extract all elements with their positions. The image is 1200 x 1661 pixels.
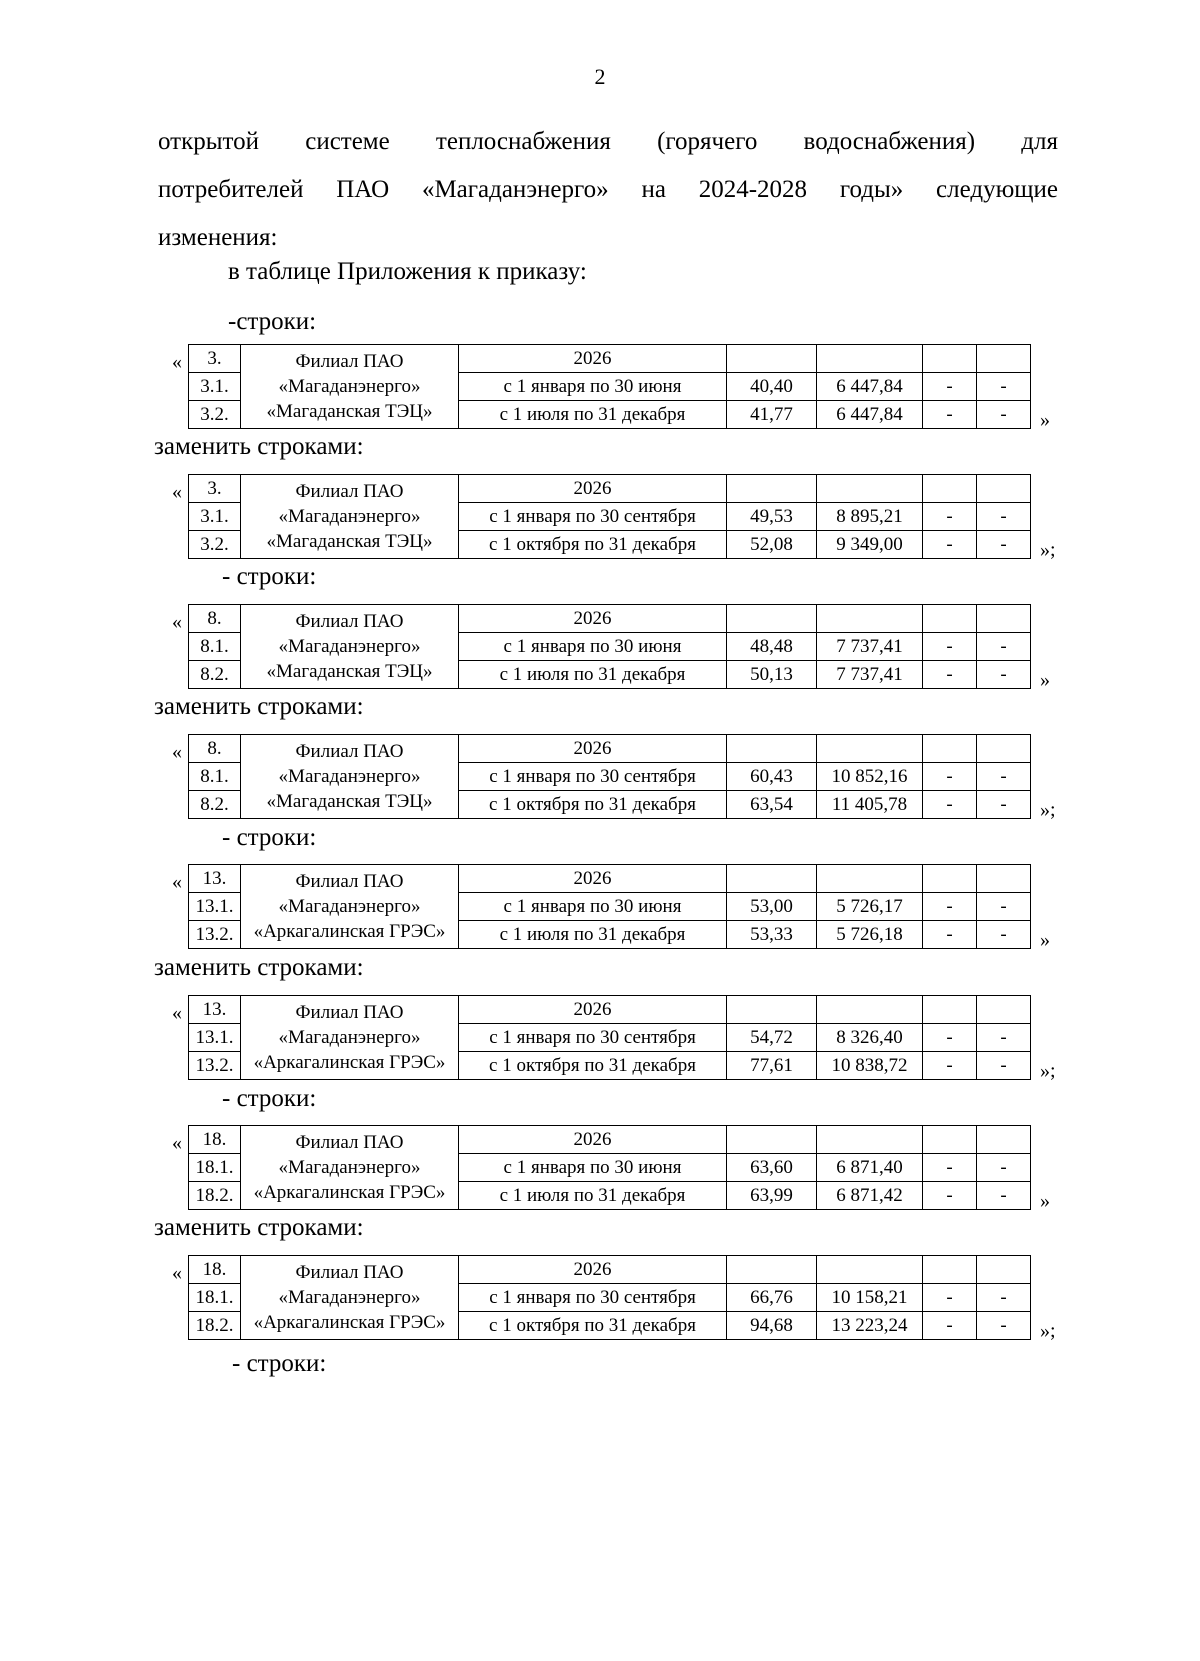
dash-cell: - (923, 661, 977, 689)
dash-cell: - (977, 503, 1031, 531)
sub-row-number: 3.1. (189, 373, 241, 401)
empty-cell (977, 996, 1031, 1024)
tariff-table (188, 1255, 1031, 1340)
table-row (189, 345, 1031, 373)
year-cell: 2026 (459, 735, 727, 763)
value-cell: 48,48 (727, 633, 817, 661)
open-quote: « (172, 481, 182, 503)
table-reference-line: в таблице Приложения к приказу: (228, 258, 587, 285)
value-cell: 13 223,24 (817, 1312, 923, 1340)
value-cell: 63,54 (727, 791, 817, 819)
empty-cell (817, 865, 923, 893)
organization-name (241, 1126, 459, 1210)
dash-cell: - (977, 1154, 1031, 1182)
empty-cell (817, 735, 923, 763)
org-name-line: «Магаданэнерго» (278, 636, 421, 657)
empty-cell (977, 1126, 1031, 1154)
value-cell: 63,60 (727, 1154, 817, 1182)
value-cell: 6 447,84 (817, 373, 923, 401)
table-row (189, 1256, 1031, 1284)
close-quote: » (1040, 409, 1050, 431)
row-number: 3. (189, 475, 241, 503)
dash-cell: - (923, 1182, 977, 1210)
org-name-line: Филиал ПАО (295, 871, 404, 892)
rows-label: -строки: (228, 308, 317, 335)
value-cell: 7 737,41 (817, 633, 923, 661)
dash-cell: - (923, 1024, 977, 1052)
row-number: 13. (189, 996, 241, 1024)
table-row (189, 1126, 1031, 1154)
period-cell: с 1 июля по 31 декабря (459, 401, 727, 429)
dash-cell: - (977, 531, 1031, 559)
empty-cell (727, 735, 817, 763)
dash-cell: - (923, 791, 977, 819)
empty-cell (727, 475, 817, 503)
empty-cell (817, 475, 923, 503)
period-cell: с 1 октября по 31 декабря (459, 1052, 727, 1080)
dash-cell: - (977, 401, 1031, 429)
table-row (189, 475, 1031, 503)
value-cell: 5 726,17 (817, 893, 923, 921)
sub-row-number: 3.2. (189, 401, 241, 429)
table-row (189, 735, 1031, 763)
org-name-line: Филиал ПАО (295, 481, 404, 502)
dash-cell: - (923, 503, 977, 531)
empty-cell (923, 1256, 977, 1284)
org-name-line: Филиал ПАО (295, 351, 404, 372)
empty-cell (817, 605, 923, 633)
value-cell: 54,72 (727, 1024, 817, 1052)
sub-row-number: 18.1. (189, 1284, 241, 1312)
year-cell: 2026 (459, 865, 727, 893)
row-number: 8. (189, 605, 241, 633)
org-name-line: «Магаданэнерго» (278, 1287, 421, 1308)
period-cell: с 1 января по 30 июня (459, 893, 727, 921)
empty-cell (923, 605, 977, 633)
empty-cell (817, 996, 923, 1024)
value-cell: 9 349,00 (817, 531, 923, 559)
period-cell: с 1 июля по 31 декабря (459, 661, 727, 689)
value-cell: 77,61 (727, 1052, 817, 1080)
empty-cell (923, 865, 977, 893)
open-quote: « (172, 1132, 182, 1154)
block-caption: - строки: (222, 1085, 317, 1112)
intro-line: изменения: (158, 224, 278, 251)
org-name-line: «Магаданэнерго» (278, 1157, 421, 1178)
dash-cell: - (977, 661, 1031, 689)
close-quote: »; (1040, 799, 1056, 821)
empty-cell (923, 996, 977, 1024)
intro-line: открытой системе теплоснабжения (горячего водоснабжения) для (158, 128, 1058, 155)
dash-cell: - (923, 921, 977, 949)
sub-row-number: 18.2. (189, 1182, 241, 1210)
empty-cell (817, 1126, 923, 1154)
empty-cell (977, 1256, 1031, 1284)
dash-cell: - (923, 1052, 977, 1080)
organization-name (241, 345, 459, 429)
period-cell: с 1 января по 30 сентября (459, 763, 727, 791)
dash-cell: - (923, 763, 977, 791)
value-cell: 41,77 (727, 401, 817, 429)
tariff-table (188, 1125, 1031, 1210)
org-name-line: «Магаданская ТЭЦ» (266, 661, 433, 682)
value-cell: 6 871,40 (817, 1154, 923, 1182)
org-name-line: «Магаданэнерго» (278, 896, 421, 917)
value-cell: 53,33 (727, 921, 817, 949)
org-name-line: «Аркагалинская ГРЭС» (253, 1312, 446, 1333)
organization-name (241, 475, 459, 559)
empty-cell (727, 865, 817, 893)
value-cell: 63,99 (727, 1182, 817, 1210)
close-quote: » (1040, 929, 1050, 951)
value-cell: 5 726,18 (817, 921, 923, 949)
organization-name (241, 996, 459, 1080)
page-number: 2 (594, 64, 606, 89)
value-cell: 40,40 (727, 373, 817, 401)
org-name-line: «Магаданская ТЭЦ» (266, 531, 433, 552)
value-cell: 10 158,21 (817, 1284, 923, 1312)
org-name-line: «Магаданэнерго» (278, 376, 421, 397)
empty-cell (977, 605, 1031, 633)
org-name-line: «Магаданэнерго» (278, 506, 421, 527)
dash-cell: - (923, 373, 977, 401)
year-cell: 2026 (459, 345, 727, 373)
year-cell: 2026 (459, 475, 727, 503)
empty-cell (977, 865, 1031, 893)
dash-cell: - (977, 1182, 1031, 1210)
intro-line: потребителей ПАО «Магаданэнерго» на 2024-2028 годы» следующие (158, 176, 1058, 203)
row-number: 3. (189, 345, 241, 373)
open-quote: « (172, 351, 182, 373)
empty-cell (727, 1256, 817, 1284)
year-cell: 2026 (459, 996, 727, 1024)
value-cell: 60,43 (727, 763, 817, 791)
organization-name (241, 605, 459, 689)
dash-cell: - (923, 633, 977, 661)
sub-row-number: 8.1. (189, 763, 241, 791)
tariff-table (188, 864, 1031, 949)
org-name-line: Филиал ПАО (295, 741, 404, 762)
dash-cell: - (923, 1312, 977, 1340)
value-cell: 6 871,42 (817, 1182, 923, 1210)
period-cell: с 1 июля по 31 декабря (459, 921, 727, 949)
period-cell: с 1 октября по 31 декабря (459, 1312, 727, 1340)
sub-row-number: 18.1. (189, 1154, 241, 1182)
org-name-line: «Магаданэнерго» (278, 766, 421, 787)
period-cell: с 1 января по 30 июня (459, 1154, 727, 1182)
table-row (189, 605, 1031, 633)
row-number: 18. (189, 1256, 241, 1284)
dash-cell: - (923, 893, 977, 921)
open-quote: « (172, 741, 182, 763)
dash-cell: - (977, 1052, 1031, 1080)
value-cell: 66,76 (727, 1284, 817, 1312)
org-name-line: «Аркагалинская ГРЭС» (253, 921, 446, 942)
block-caption: - строки: (222, 563, 317, 590)
organization-name (241, 735, 459, 819)
sub-row-number: 13.2. (189, 1052, 241, 1080)
org-name-line: «Магаданская ТЭЦ» (266, 401, 433, 422)
tariff-table (188, 344, 1031, 429)
open-quote: « (172, 871, 182, 893)
row-number: 8. (189, 735, 241, 763)
sub-row-number: 18.2. (189, 1312, 241, 1340)
value-cell: 50,13 (727, 661, 817, 689)
row-number: 13. (189, 865, 241, 893)
value-cell: 7 737,41 (817, 661, 923, 689)
empty-cell (727, 345, 817, 373)
close-quote: » (1040, 669, 1050, 691)
dash-cell: - (923, 1154, 977, 1182)
organization-name (241, 865, 459, 949)
tariff-table (188, 734, 1031, 819)
period-cell: с 1 января по 30 июня (459, 373, 727, 401)
close-quote: »; (1040, 1320, 1056, 1342)
block-caption: заменить строками: (154, 693, 364, 720)
dash-cell: - (977, 1024, 1031, 1052)
period-cell: с 1 января по 30 июня (459, 633, 727, 661)
sub-row-number: 13.1. (189, 1024, 241, 1052)
empty-cell (977, 345, 1031, 373)
block-caption: - строки: (222, 824, 317, 851)
value-cell: 6 447,84 (817, 401, 923, 429)
dash-cell: - (977, 633, 1031, 661)
empty-cell (977, 735, 1031, 763)
empty-cell (923, 345, 977, 373)
org-name-line: Филиал ПАО (295, 1262, 404, 1283)
block-caption: заменить строками: (154, 1214, 364, 1241)
tariff-table (188, 474, 1031, 559)
org-name-line: Филиал ПАО (295, 611, 404, 632)
close-quote: »; (1040, 539, 1056, 561)
dash-cell: - (977, 791, 1031, 819)
sub-row-number: 3.2. (189, 531, 241, 559)
value-cell: 52,08 (727, 531, 817, 559)
org-name-line: «Магаданэнерго» (278, 1027, 421, 1048)
org-name-line: Филиал ПАО (295, 1132, 404, 1153)
value-cell: 94,68 (727, 1312, 817, 1340)
dash-cell: - (977, 1284, 1031, 1312)
dash-cell: - (977, 893, 1031, 921)
empty-cell (977, 475, 1031, 503)
block-caption: заменить строками: (154, 433, 364, 460)
value-cell: 11 405,78 (817, 791, 923, 819)
open-quote: « (172, 1262, 182, 1284)
period-cell: с 1 июля по 31 декабря (459, 1182, 727, 1210)
value-cell: 10 852,16 (817, 763, 923, 791)
open-quote: « (172, 1002, 182, 1024)
dash-cell: - (977, 373, 1031, 401)
final-rows-label: - строки: (232, 1350, 327, 1377)
period-cell: с 1 октября по 31 декабря (459, 531, 727, 559)
close-quote: » (1040, 1190, 1050, 1212)
table-row (189, 996, 1031, 1024)
year-cell: 2026 (459, 605, 727, 633)
value-cell: 8 326,40 (817, 1024, 923, 1052)
value-cell: 10 838,72 (817, 1052, 923, 1080)
dash-cell: - (923, 1284, 977, 1312)
table-row (189, 865, 1031, 893)
org-name-line: Филиал ПАО (295, 1002, 404, 1023)
dash-cell: - (923, 401, 977, 429)
dash-cell: - (977, 921, 1031, 949)
empty-cell (923, 475, 977, 503)
row-number: 18. (189, 1126, 241, 1154)
period-cell: с 1 января по 30 сентября (459, 1024, 727, 1052)
dash-cell: - (977, 1312, 1031, 1340)
empty-cell (727, 1126, 817, 1154)
sub-row-number: 8.2. (189, 791, 241, 819)
value-cell: 49,53 (727, 503, 817, 531)
sub-row-number: 8.1. (189, 633, 241, 661)
empty-cell (817, 1256, 923, 1284)
tariff-table (188, 604, 1031, 689)
empty-cell (817, 345, 923, 373)
close-quote: »; (1040, 1060, 1056, 1082)
dash-cell: - (923, 531, 977, 559)
org-name-line: «Магаданская ТЭЦ» (266, 791, 433, 812)
value-cell: 53,00 (727, 893, 817, 921)
open-quote: « (172, 611, 182, 633)
value-cell: 8 895,21 (817, 503, 923, 531)
org-name-line: «Аркагалинская ГРЭС» (253, 1182, 446, 1203)
sub-row-number: 8.2. (189, 661, 241, 689)
empty-cell (727, 996, 817, 1024)
organization-name (241, 1256, 459, 1340)
year-cell: 2026 (459, 1256, 727, 1284)
period-cell: с 1 января по 30 сентября (459, 503, 727, 531)
empty-cell (923, 735, 977, 763)
intro-paragraph (158, 118, 1058, 262)
sub-row-number: 13.1. (189, 893, 241, 921)
period-cell: с 1 января по 30 сентября (459, 1284, 727, 1312)
empty-cell (923, 1126, 977, 1154)
block-caption: заменить строками: (154, 954, 364, 981)
year-cell: 2026 (459, 1126, 727, 1154)
org-name-line: «Аркагалинская ГРЭС» (253, 1052, 446, 1073)
tariff-table (188, 995, 1031, 1080)
period-cell: с 1 октября по 31 декабря (459, 791, 727, 819)
sub-row-number: 3.1. (189, 503, 241, 531)
empty-cell (727, 605, 817, 633)
sub-row-number: 13.2. (189, 921, 241, 949)
dash-cell: - (977, 763, 1031, 791)
